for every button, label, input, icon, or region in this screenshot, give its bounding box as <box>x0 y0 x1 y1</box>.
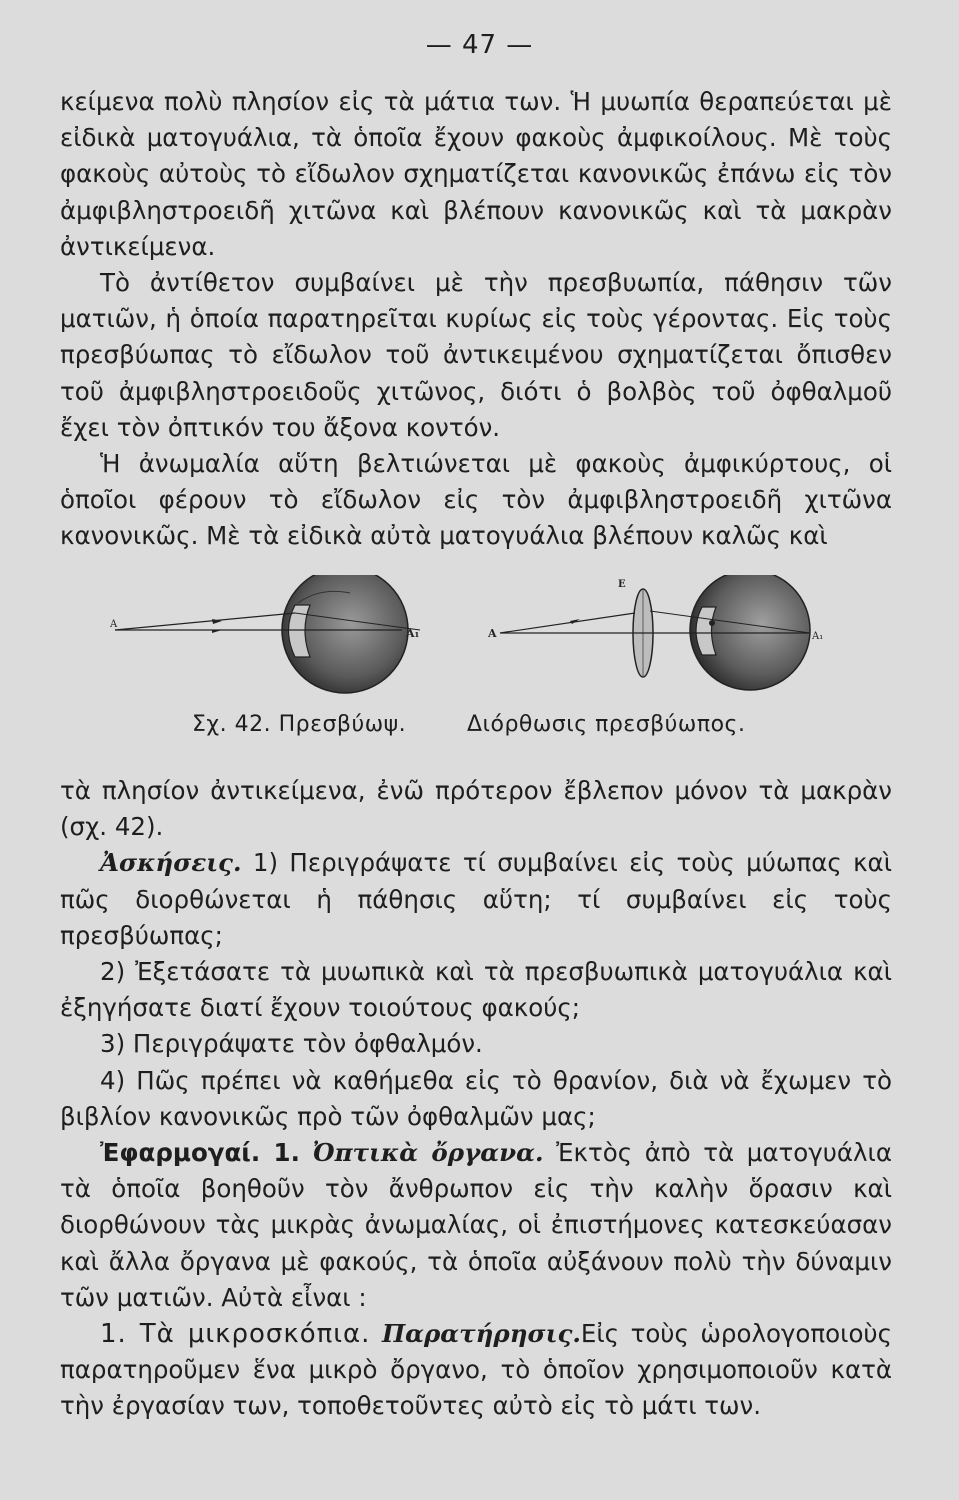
microscopes-heading: 1. Τὰ μικροσκόπια. <box>100 1319 371 1350</box>
label-a1-left: A₁ <box>406 627 420 640</box>
text-block-bottom <box>60 773 892 1425</box>
figure-caption-right: Διόρθωσις πρεσβύωπος. <box>467 712 746 737</box>
figure-42-eye-diagram <box>110 575 850 705</box>
paragraph-myopia-correction: κείμενα πολὺ πλησίον εἰς τὰ μάτια των. Ἡ μυωπία θεραπεύεται μὲ εἰδικὰ ματογυάλια, τὰ ὁποῖα ἔχουν φακοὺς ἀμφικοίλους. Μὲ τοὺς φακοὺς αὐτοὺς τὸ εἴδωλον σχηματίζεται κανονικῶς ἐπάνω εἰς τὸν ἀμφιβληστροειδῆ χιτῶνα καὶ βλέπουν κανονικῶς καὶ τὰ μακρὰν ἀντικείμενα. <box>60 87 892 261</box>
exercises-heading: Ἀσκήσεις. <box>100 848 242 878</box>
text-block-top <box>60 84 892 555</box>
microscopes-text: Εἰς τοὺς ὡρολογοποιοὺς παρατηροῦμεν ἕνα μικρὸ ὄργανο, τὸ ὁποῖον χρησιμοποιοῦν κατὰ τὴν ἐργασίαν των, τοποθετοῦντες αὐτὸ εἰς τὸ μάτι των. <box>60 1319 892 1421</box>
optical-instruments-heading: Ὀπτικὰ ὄργανα. <box>312 1138 544 1168</box>
presbyopic-eye-drawing <box>110 575 420 693</box>
corrected-eye-drawing <box>487 575 823 690</box>
label-e-lens: Ε <box>618 579 626 590</box>
exercise-3: 3) Περιγράψατε τὸν ὀφθαλμόν. <box>100 1029 483 1059</box>
exercise-1 <box>60 845 892 954</box>
exercise-1-text: 1) Περιγράψατε τί συμβαίνει εἰς τοὺς μύωπας καὶ πῶς διορθώνεται ἡ πάθησις αὕτη; τί συμβαίνει εἰς τοὺς πρεσβύωπας; <box>60 848 892 950</box>
exercise-2: 2) Ἐξετάσατε τὰ μυωπικὰ καὶ τὰ πρεσβυωπικὰ ματογυάλια καὶ ἐξηγήσατε διατί ἔχουν τοιούτους φακούς; <box>60 957 892 1023</box>
label-a-left: A <box>110 619 118 630</box>
observation-heading: Παρατήρησις. <box>381 1319 581 1349</box>
exercise-4: 4) Πῶς πρέπει νὰ καθήμεθα εἰς τὸ θρανίον, διὰ νὰ ἔχωμεν τὸ βιβλίον κανονικῶς πρὸ τῶν ὀφθαλμῶν μας; <box>60 1065 892 1131</box>
applications-heading: Ἐφαρμογαί. 1. <box>100 1138 300 1168</box>
paragraph-presbyopia: Τὸ ἀντίθετον συμβαίνει μὲ τὴν πρεσβυωπία, πάθησιν τῶν ματιῶν, ἡ ὁποία παρατηρεῖται κυρίως εἰς τοὺς γέροντας. Εἰς τοὺς πρεσβύωπας τὸ εἴδωλον τοῦ ἀντικειμένου σχηματίζεται ὄπισθεν τοῦ ἀμφιβληστροειδοῦς χιτῶνος, διότι ὁ βολβὸς τοῦ ὀφθαλμοῦ ἔχει τὸν ὀπτικόν του ἄξονα κοντόν. <box>60 268 892 442</box>
page-number: — 47 — <box>425 30 534 60</box>
label-a1-right: A₁ <box>812 631 824 642</box>
figure-caption-left: Σχ. 42. Πρεσβύωψ. <box>192 712 407 737</box>
paragraph-presbyopia-correction: Ἡ ἀνωμαλία αὕτη βελτιώνεται μὲ φακοὺς ἀμφικύρτους, οἱ ὁποῖοι φέρουν τὸ εἴδωλον εἰς τὸν ἀμφιβληστροειδῆ χιτῶνα κανονικῶς. Μὲ τὰ εἰδικὰ αὐτὰ ματογυάλια βλέπουν καλῶς καὶ <box>60 449 892 551</box>
label-a-right: A <box>488 627 497 640</box>
applications-text: Ἐκτὸς ἀπὸ τὰ ματογυάλια τὰ ὁποῖα βοηθοῦν τὸν ἄνθρωπον εἰς τὴν καλὴν ὅρασιν καὶ διορθώνουν τὰς μικρὰς ἀνωμαλίας, οἱ ἐπιστήμονες κατεσκεύασαν καὶ ἄλλα ὄργανα μὲ φακούς, τὰ ὁποῖα αὐξάνουν πολὺ τὴν δύναμιν τῶν ματιῶν. Αὐτὰ εἶναι : <box>60 1138 892 1312</box>
microscopes-paragraph <box>60 1316 892 1425</box>
paragraph-near-objects: τὰ πλησίον ἀντικείμενα, ἐνῶ πρότερον ἔβλεπον μόνον τὰ μακρὰν (σχ. 42). <box>60 776 892 842</box>
applications-paragraph <box>60 1135 892 1316</box>
